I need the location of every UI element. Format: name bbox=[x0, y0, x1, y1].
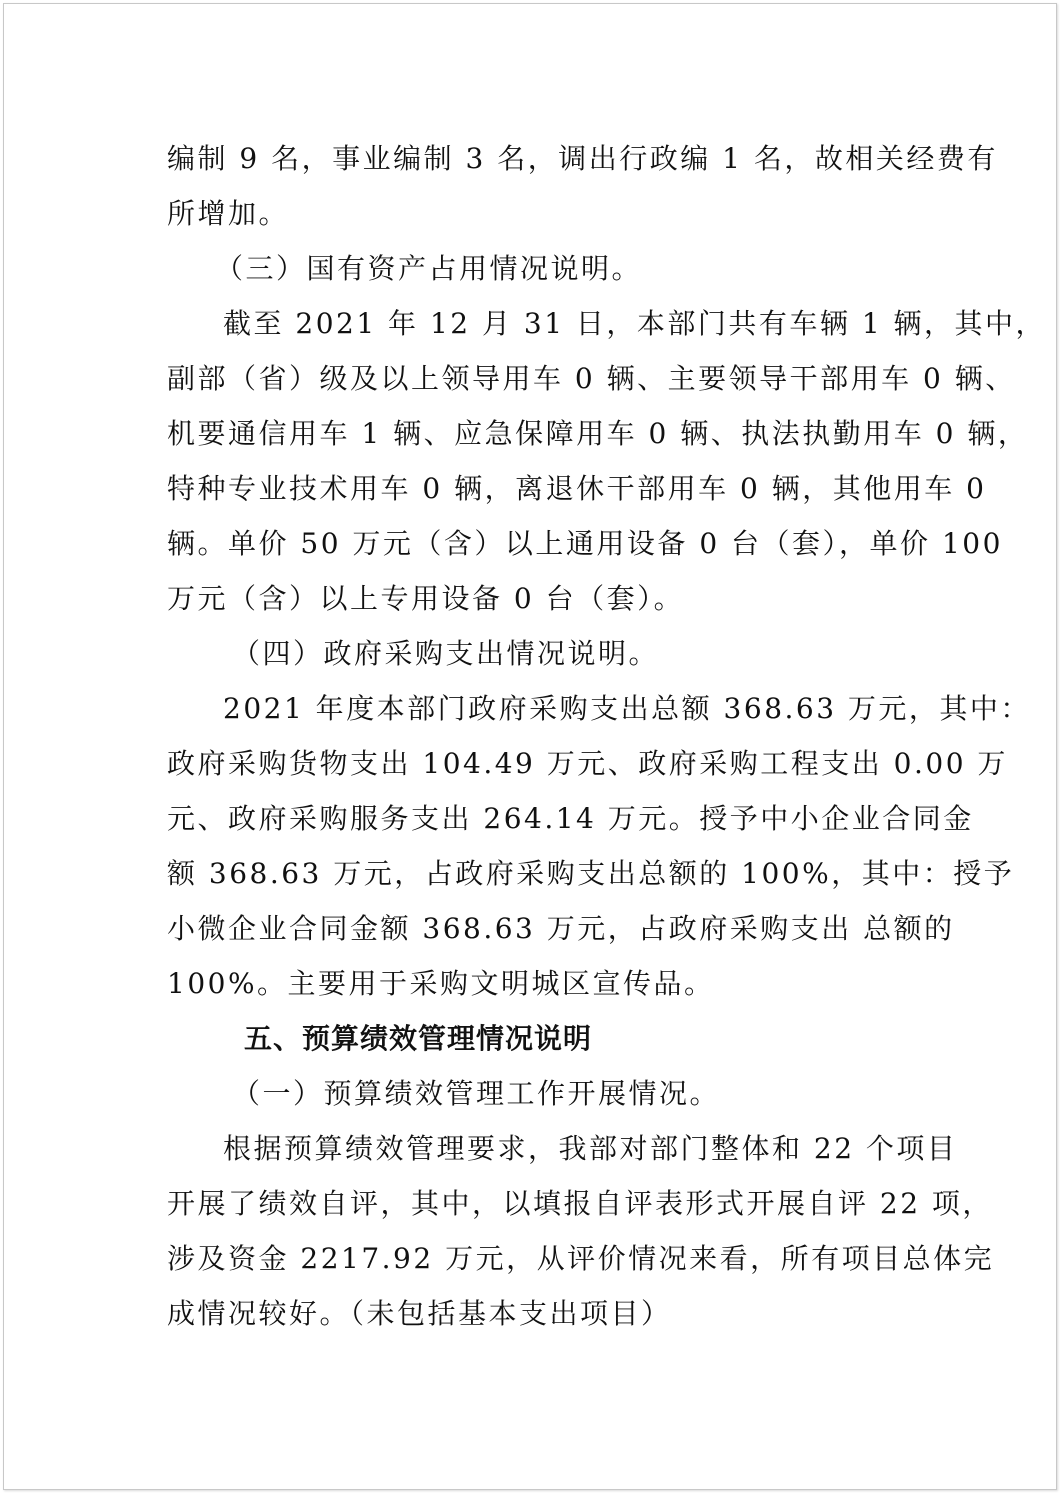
body-line: 元、政府采购服务支出 264.14 万元。授予中小企业合同金 bbox=[167, 802, 974, 835]
body-line: 2021 年度本部门政府采购支出总额 368.63 万元，其中： bbox=[223, 692, 1031, 725]
body-line: 涉及资金 2217.92 万元，从评价情况来看，所有项目总体完 bbox=[167, 1242, 995, 1275]
body-line: 根据预算绩效管理要求，我部对部门整体和 22 个项目 bbox=[223, 1132, 958, 1165]
body-line: 100%。主要用于采购文明城区宣传品。 bbox=[167, 967, 715, 1000]
body-line: 万元（含）以上专用设备 0 台（套）。 bbox=[167, 582, 685, 615]
body-line: 机要通信用车 1 辆、应急保障用车 0 辆、执法执勤用车 0 辆， bbox=[167, 417, 1029, 450]
body-line: 额 368.63 万元，占政府采购支出总额的 100%，其中：授予 bbox=[167, 857, 1015, 890]
body-line: 成情况较好。（未包括基本支出项目） bbox=[167, 1297, 672, 1330]
body-line: 编制 9 名，事业编制 3 名，调出行政编 1 名，故相关经费有 bbox=[167, 142, 998, 175]
body-line: 特种专业技术用车 0 辆，离退休干部用车 0 辆，其他用车 0 bbox=[167, 472, 987, 505]
section-heading-5: 五、预算绩效管理情况说明 bbox=[244, 1022, 593, 1055]
section-heading-4: （四）政府采购支出情况说明。 bbox=[232, 637, 660, 670]
body-line: 辆。单价 50 万元（含）以上通用设备 0 台（套），单价 100 bbox=[167, 527, 1003, 560]
body-line: 政府采购货物支出 104.49 万元、政府采购工程支出 0.00 万 bbox=[167, 747, 1008, 780]
body-line: 副部（省）级及以上领导用车 0 辆、主要领导干部用车 0 辆、 bbox=[167, 362, 1016, 395]
body-line: 小微企业合同金额 368.63 万元，占政府采购支出 总额的 bbox=[167, 912, 955, 945]
section-heading-3: （三）国有资产占用情况说明。 bbox=[215, 252, 643, 285]
section-heading-5-1: （一）预算绩效管理工作开展情况。 bbox=[232, 1077, 721, 1110]
body-line: 截至 2021 年 12 月 31 日，本部门共有车辆 1 辆，其中， bbox=[223, 307, 1047, 340]
body-line: 开展了绩效自评，其中，以填报自评表形式开展自评 22 项， bbox=[167, 1187, 993, 1220]
body-line: 所增加。 bbox=[167, 197, 290, 230]
